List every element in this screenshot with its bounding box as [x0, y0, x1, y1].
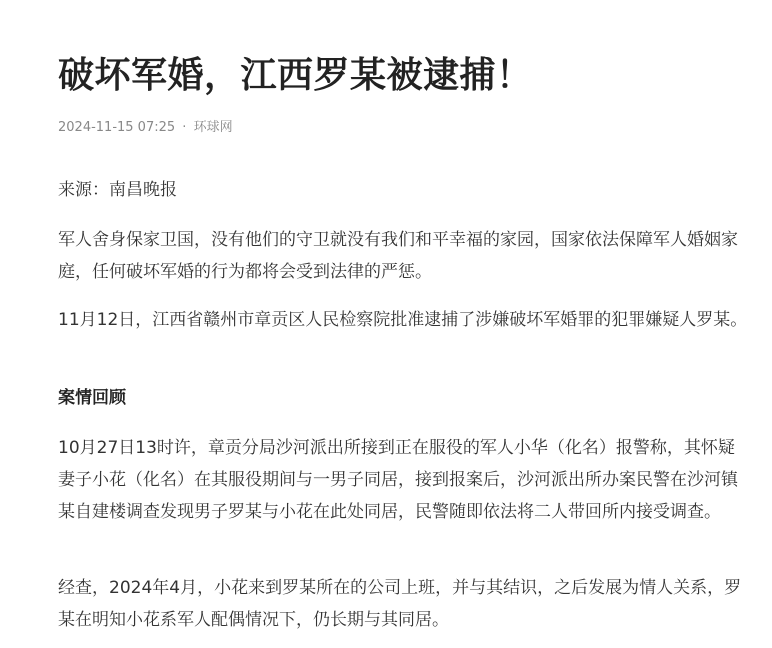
paragraph-case-report: 10月27日13时许，章贡分局沙河派出所接到正在服役的军人小华（化名）报警称，其怀疑妻子小花（化名）在其服役期间与一男子同居，接到报案后，沙河派出所办案民警在沙河镇某自建楼调查发现男子罗某与小花在此处同居，民警随即依法将二人带回所内接受调查。: [58, 438, 738, 522]
section-heading: 案情回顾: [58, 388, 126, 408]
paragraph-arrest: 11月12日，江西省赣州市章贡区人民检察院批准逮捕了涉嫌破坏军婚罪的犯罪嫌疑人罗某。: [58, 310, 748, 330]
paragraph-investigation: 经查，2024年4月，小花来到罗某所在的公司上班，并与其结识，之后发展为情人关系，罗某在明知小花系军人配偶情况下，仍长期与其同居。: [58, 578, 742, 630]
source-line: 来源：南昌晚报: [58, 180, 177, 200]
paragraph-intro: 军人舍身保家卫国，没有他们的守卫就没有我们和平幸福的家园，国家依法保障军人婚姻家庭，任何破坏军婚的行为都将会受到法律的严惩。: [58, 230, 738, 282]
publish-datetime: 2024-11-15 07:25: [58, 120, 176, 135]
article-title: 破坏军婚，江西罗某被逮捕！: [58, 55, 533, 96]
outlet-name: 环球网: [193, 120, 233, 135]
article-meta: [58, 118, 233, 138]
meta-separator: ·: [182, 120, 187, 135]
